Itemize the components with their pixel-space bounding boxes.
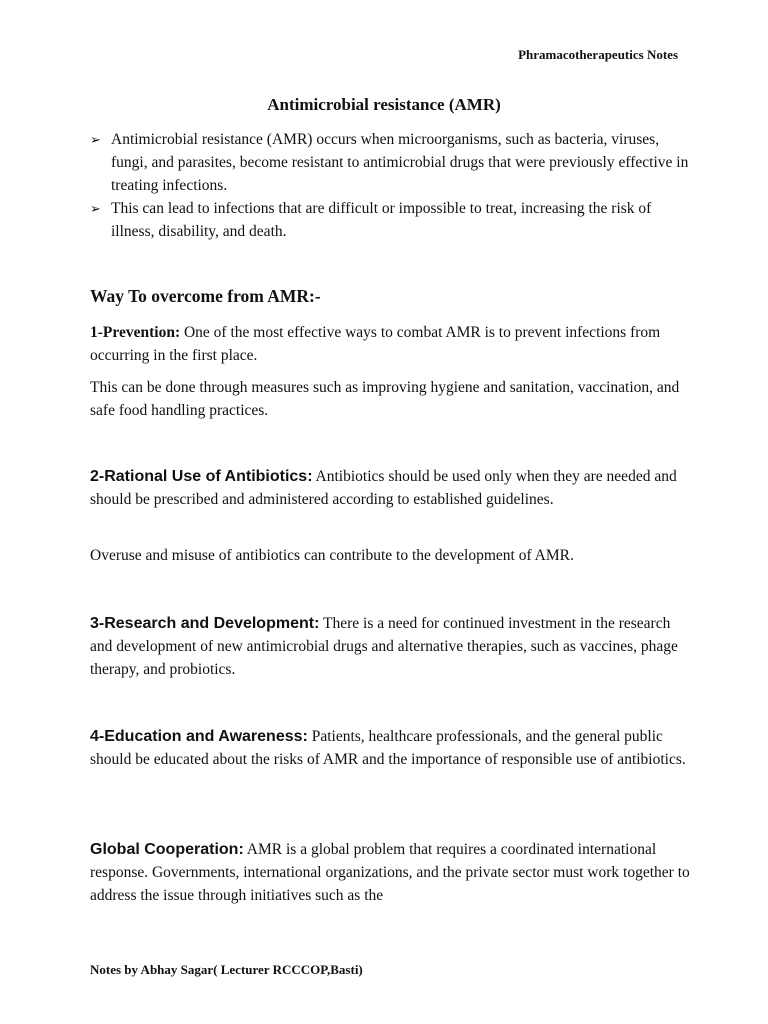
global-cooperation-paragraph	[90, 838, 690, 907]
bullet-item	[90, 128, 690, 197]
global-cooperation-text: AMR is a global problem that requires a coordinated international response. Governments, international organizations, and the private sector must work together to address the issue through initiatives such as the	[90, 841, 690, 904]
rational-use-text: Antibiotics should be used only when they are needed and should be prescribed and administered according to established guidelines.	[90, 468, 677, 508]
rational-use-paragraph	[90, 465, 690, 511]
research-text: There is a need for continued investment in the research and development of new antimicrobial drugs and alternative therapies, such as vaccines, phage therapy, and probiotics.	[90, 615, 678, 678]
research-paragraph	[90, 612, 690, 681]
bullet-item	[90, 197, 690, 243]
overcome-heading: Way To overcome from AMR:-	[90, 286, 321, 306]
bullet-text: This can lead to infections that are difficult or impossible to treat, increasing the risk of illness, disability, and death.	[111, 200, 652, 240]
page-title: Antimicrobial resistance (AMR)	[267, 95, 501, 114]
education-text: Patients, healthcare professionals, and the general public should be educated about the risks of AMR and the importance of responsible use of antibiotics.	[90, 728, 686, 768]
bullet-text: Antimicrobial resistance (AMR) occurs when microorganisms, such as bacteria, viruses, fungi, and parasites, become resistant to antimicrobial drugs that were previously effective in treating infections.	[111, 131, 689, 194]
research-lead: 3-Research and Development:	[90, 615, 320, 632]
education-paragraph	[90, 725, 690, 771]
intro-bullet-list	[90, 128, 690, 243]
prevention-lead: 1-Prevention:	[90, 324, 181, 341]
rational-use-lead: 2-Rational Use of Antibiotics:	[90, 468, 313, 485]
arrow-bullet-icon: ➢	[90, 201, 101, 216]
global-cooperation-lead: Global Cooperation:	[90, 841, 244, 858]
prevention-paragraph	[90, 321, 690, 367]
footer-credit: Notes by Abhay Sagar( Lecturer RCCCOP,Basti)	[90, 962, 363, 977]
header-note-label: Phramacotherapeutics Notes	[518, 47, 678, 62]
rational-use-extra-paragraph: Overuse and misuse of antibiotics can contribute to the development of AMR.	[90, 547, 574, 564]
education-lead: 4-Education and Awareness:	[90, 728, 308, 745]
prevention-text: One of the most effective ways to combat AMR is to prevent infections from occurring in the first place.	[90, 324, 661, 364]
arrow-bullet-icon: ➢	[90, 132, 101, 147]
prevention-extra-paragraph: This can be done through measures such as improving hygiene and sanitation, vaccination, and safe food handling practices.	[90, 379, 680, 419]
